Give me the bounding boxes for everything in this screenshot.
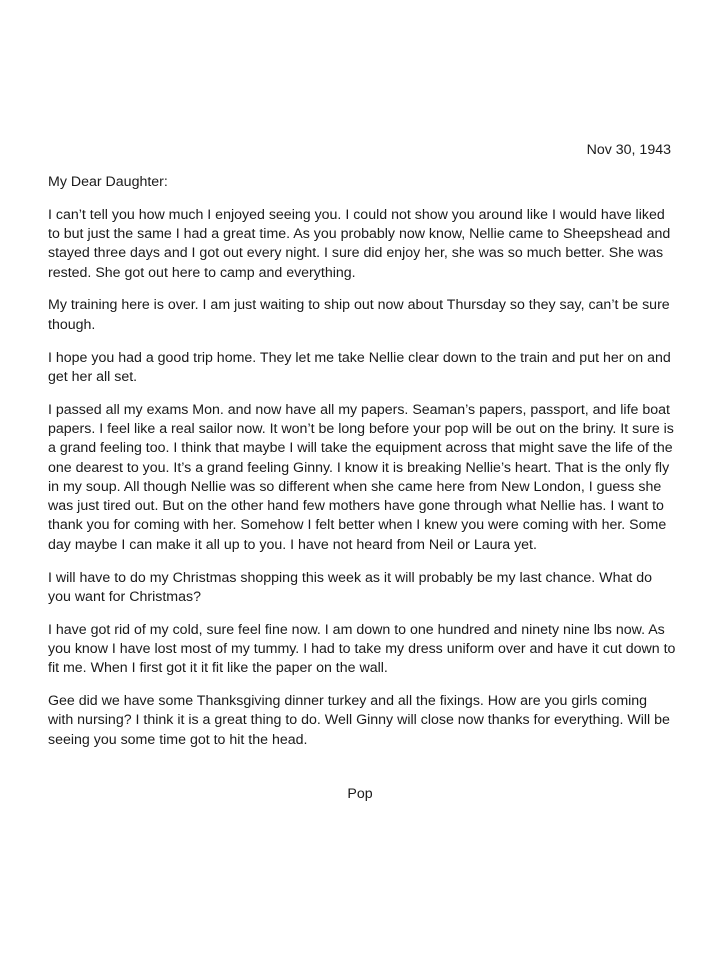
paragraph-5: I will have to do my Christmas shopping this week as it will probably be my last chance. What do you want for Christmas? (48, 569, 653, 605)
paragraph-2: My training here is over. I am just waiting to ship out now about Thursday so they say, can’t be sure though. (48, 297, 670, 333)
paragraph-4: I passed all my exams Mon. and now have all my papers. Seaman’s papers, passport, and life boat papers. I feel like a real sailor now. It won’t be long before your pop will be out on the briny. It sure is a grand feeling too. I think that maybe I will take the equipment across that might save the life of the one dearest to you. It’s a grand feeling Ginny. I know it is breaking Nellie’s heart. That is the only fly in my soup. All though Nellie was so different when she came here from New London, I guess she was just tired out. But on the other hand few mothers have gone through what Nellie has. I want to thank you for coming with her. Somehow I felt better when I knew you were coming with her. Some day maybe I can make it all up to you. I have not heard from Neil or Laura yet. (48, 401, 674, 553)
salutation: My Dear Daughter: (48, 174, 168, 190)
paragraph-1: I can’t tell you how much I enjoyed seeing you. I could not show you around like I would have liked to but just the same I had a great time. As you probably now know, Nellie came to Sheepshead and stayed three days and I got out every night. I sure did enjoy her, she was so much better. She was rested. She got out here to camp and everything. (48, 206, 671, 281)
letter-date: Nov 30, 1943 (586, 142, 671, 158)
signature: Pop (347, 786, 373, 802)
paragraph-6: I have got rid of my cold, sure feel fine now. I am down to one hundred and ninety nine lbs now. As you know I have lost most of my tummy. I had to take my dress uniform over and have it cut down to fit me. When I first got it it fit like the paper on the wall. (48, 621, 676, 677)
paragraph-7: Gee did we have some Thanksgiving dinner turkey and all the fixings. How are you girls coming with nursing? I think it is a great thing to do. Well Ginny will close now thanks for everything. Will be seeing you some time got to hit the head. (48, 693, 670, 748)
letter-body (48, 173, 676, 763)
paragraph-3: I hope you had a good trip home. They let me take Nellie clear down to the train and put her on and get her all set. (48, 349, 671, 385)
